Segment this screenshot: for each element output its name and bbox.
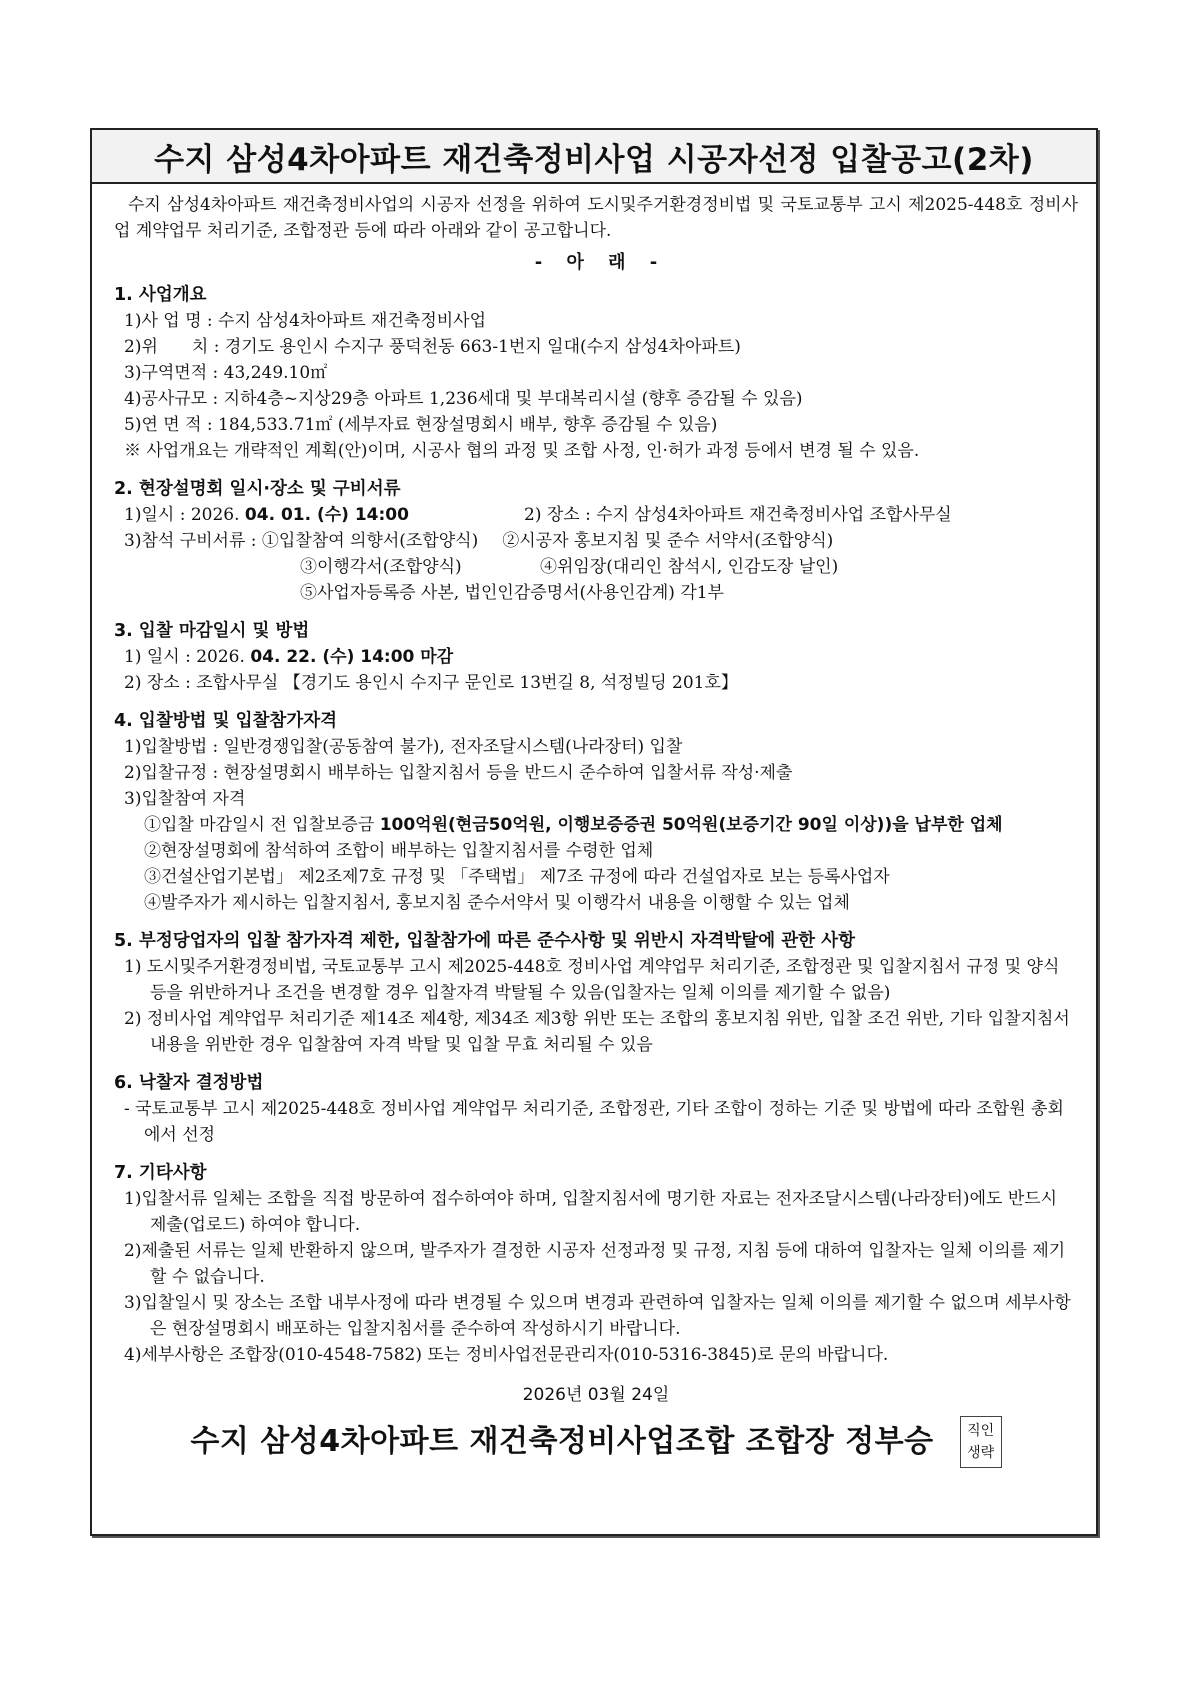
briefing-date: 04. 01. (수) 14:00	[244, 505, 409, 525]
project-location: 2)위 치 : 경기도 용인시 수지구 풍덕천동 663-1번지 일대(수지 삼성4차아파트)	[124, 337, 741, 357]
signature-row	[114, 1416, 1078, 1468]
winner-selection: - 국토교통부 고시 제2025-448호 정비사업 계약업무 처리기준, 조합정관, 기타 조합이 정하는 기준 및 방법에 따라 조합원 총회에서 선정	[124, 1099, 1064, 1145]
section-4-heading: 4. 입찰방법 및 입찰참가자격	[114, 711, 338, 731]
bid-deadline: 1) 일시 : 2026. 04. 22. (수) 14:00 마감	[124, 647, 454, 667]
bid-qualification-label: 3)입찰참여 자격	[124, 789, 246, 809]
section-1-heading: 1. 사업개요	[114, 285, 207, 305]
required-docs-row1: 3)참석 구비서류 : ①입찰참여 의향서(조합양식) ②시공자 홍보지침 및 준수 서약서(조합양식)	[124, 531, 834, 551]
qualification-1: ①입찰 마감일시 전 입찰보증금 100억원(현금50억원, 이행보증증권 50억원(보증기간 90일 이상))을 납부한 업체	[144, 815, 1003, 835]
disqualification-2: 2) 정비사업 계약업무 처리기준 제14조 제4항, 제34조 제3항 위반 또는 조합의 홍보지침 위반, 입찰 조건 위반, 기타 입찰지침서 내용을 위반한 경우 입찰참여 자격 박탈 및 입찰 무효 처리될 수 있음	[124, 1009, 1070, 1055]
briefing-datetime-place: 1)일시 : 2026. 04. 01. (수) 14:00 2) 장소 : 수지 삼성4차아파트 재건축정비사업 조합사무실	[114, 502, 1078, 528]
misc-4-contact: 4)세부사항은 조합장(010-4548-7582) 또는 정비사업전문관리자(010-5316-3845)로 문의 바랍니다.	[124, 1345, 889, 1365]
bid-rules: 2)입찰규정 : 현장설명회시 배부하는 입찰지침서 등을 반드시 준수하여 입찰서류 작성·제출	[124, 763, 793, 783]
project-floor-area: 5)연 면 적 : 184,533.71㎡ (세부자료 현장설명회시 배부, 향후 증감될 수 있음)	[124, 415, 718, 435]
project-scale: 4)공사규모 : 지하4층~지상29층 아파트 1,236세대 및 부대복리시설 (향후 증감될 수 있음)	[124, 389, 803, 409]
briefing-place: 2) 장소 : 수지 삼성4차아파트 재건축정비사업 조합사무실	[524, 505, 952, 525]
required-docs-row2: ③이행각서(조합양식) ④위임장(대리인 참석시, 인감도장 날인)	[300, 557, 839, 577]
disqualification-1: 1) 도시및주거환경정비법, 국토교통부 고시 제2025-448호 정비사업 계약업무 처리기준, 조합정관 및 입찰지침서 규정 및 양식 등을 위반하거나 조건을 변경할 경우 입찰자격 박탈될 수 있음(입찰자는 일체 이의를 제기할 수 없음)	[124, 957, 1060, 1003]
qualification-2: ②현장설명회에 참석하여 조합이 배부하는 입찰지침서를 수령한 업체	[144, 841, 654, 861]
document-body	[92, 184, 1096, 1468]
qualification-3: ③건설산업기본법」 제2조제7호 규정 및 「주택법」 제7조 규정에 따라 건설업자로 보는 등록사업자	[144, 867, 890, 887]
section-5-heading: 5. 부정당업자의 입찰 참가자격 제한, 입찰참가에 따른 준수사항 및 위반시 자격박탈에 관한 사항	[114, 931, 855, 951]
project-name: 1)사 업 명 : 수지 삼성4차아파트 재건축정비사업	[124, 311, 487, 331]
misc-1: 1)입찰서류 일체는 조합을 직접 방문하여 접수하여야 하며, 입찰지침서에 명기한 자료는 전자조달시스템(나라장터)에도 반드시 제출(업로드) 하여야 합니다.	[124, 1189, 1058, 1235]
misc-3: 3)입찰일시 및 장소는 조합 내부사정에 따라 변경될 수 있으며 변경과 관련하여 입찰자는 일체 이의를 제기할 수 없으며 세부사항은 현장설명회시 배포하는 입찰지침서를 준수하여 작성하시기 바랍니다.	[124, 1293, 1071, 1339]
bid-place: 2) 장소 : 조합사무실 【경기도 용인시 수지구 문인로 13번길 8, 석정빌딩 201호】	[124, 673, 738, 693]
qualification-4: ④발주자가 제시하는 입찰지침서, 홍보지침 준수서약서 및 이행각서 내용을 이행할 수 있는 업체	[144, 893, 850, 913]
bid-method: 1)입찰방법 : 일반경쟁입찰(공동참여 불가), 전자조달시스템(나라장터) 입찰	[124, 737, 683, 757]
below-marker: - 아 래 -	[534, 252, 658, 273]
misc-2: 2)제출된 서류는 일체 반환하지 않으며, 발주자가 결정한 시공자 선정과정 및 규정, 지침 등에 대하여 입찰자는 일체 이의를 제기할 수 없습니다.	[124, 1241, 1066, 1287]
signature: 수지 삼성4차아파트 재건축정비사업조합 조합장 정부승	[190, 1424, 934, 1459]
notice-frame	[90, 128, 1098, 1536]
seal-omitted-box: 직인 생략	[960, 1416, 1002, 1468]
project-note: ※ 사업개요는 개략적인 계획(안)이며, 시공사 협의 과정 및 조합 사정, 인·허가 과정 등에서 변경 될 수 있음.	[124, 441, 920, 461]
section-6-heading: 6. 낙찰자 결정방법	[114, 1073, 264, 1093]
document-title: 수지 삼성4차아파트 재건축정비사업 시공자선정 입찰공고(2차)	[92, 130, 1096, 184]
required-docs-row3: ⑤사업자등록증 사본, 법인인감증명서(사용인감계) 각1부	[300, 583, 724, 603]
project-area: 3)구역면적 : 43,249.10㎡	[124, 363, 328, 383]
notice-date: 2026년 03월 24일	[522, 1385, 670, 1405]
section-7-heading: 7. 기타사항	[114, 1163, 207, 1183]
section-3-heading: 3. 입찰 마감일시 및 방법	[114, 621, 310, 641]
intro-paragraph: 수지 삼성4차아파트 재건축정비사업의 시공자 선정을 위하여 도시및주거환경정비법 및 국토교통부 고시 제2025-448호 정비사업 계약업무 처리기준, 조합정관 등에 따라 아래와 같이 공고합니다.	[114, 195, 1078, 241]
section-2-heading: 2. 현장설명회 일시·장소 및 구비서류	[114, 479, 401, 499]
